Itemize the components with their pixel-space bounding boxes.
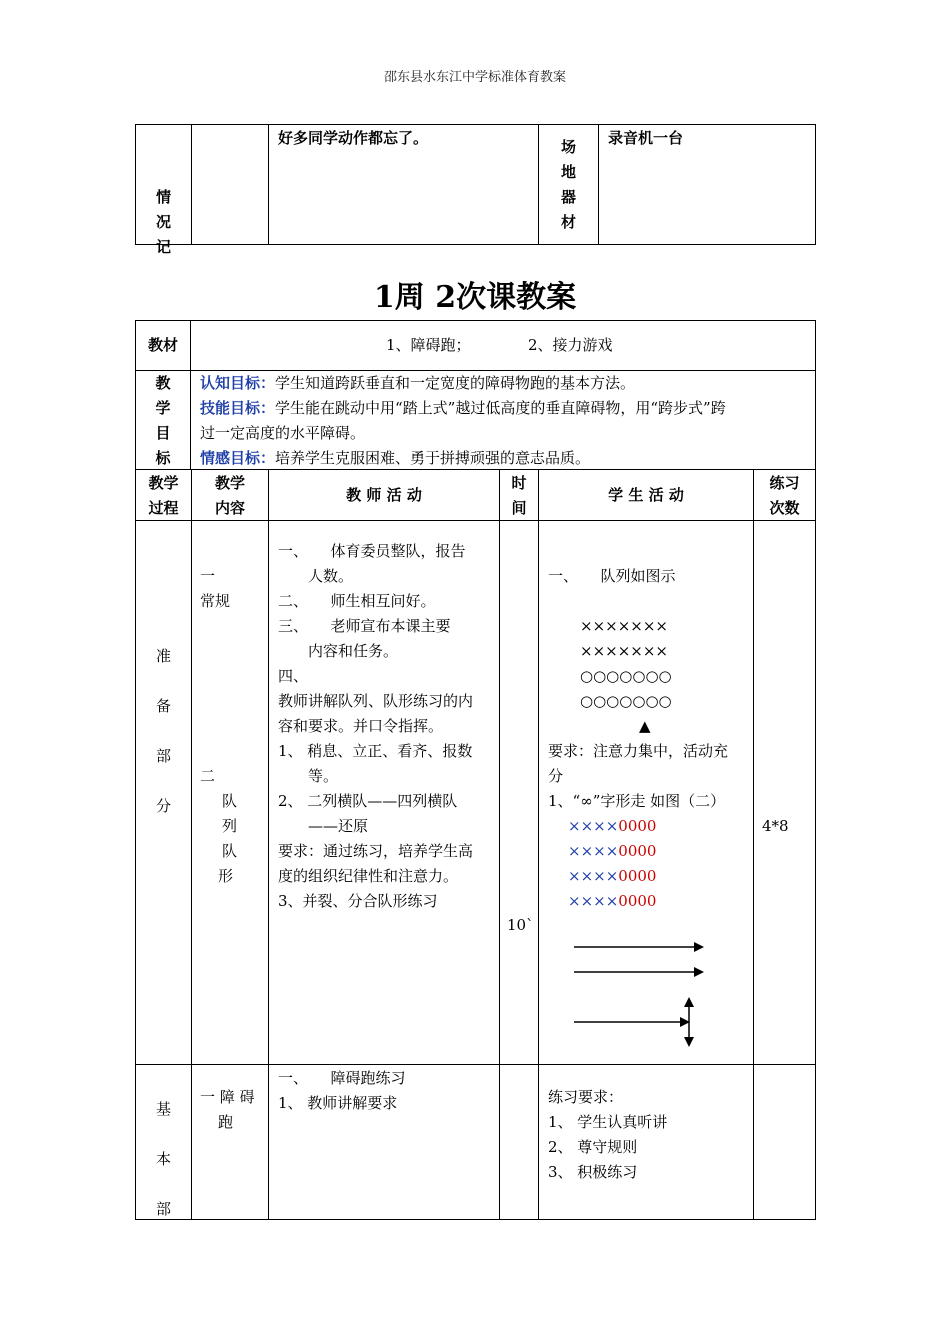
- situation-note: 好多同学动作都忘了。: [278, 129, 429, 147]
- cognitive-label: 认知目标：: [200, 374, 276, 392]
- prep-time: 10`: [507, 916, 534, 934]
- formation2-row: ××××0000: [568, 817, 657, 835]
- arrow-head-icon: [694, 942, 704, 952]
- objectives-label: 教 学 目 标: [155, 374, 171, 467]
- prep-content-formation: 二 队 列 队 形: [200, 767, 238, 885]
- skill-text-cont: 过一定高度的水平障碍。: [200, 424, 366, 442]
- prep-label: 准 备 部 分: [155, 647, 171, 815]
- prep-content-routine: 一 常规: [200, 567, 231, 610]
- basic-content: 一 障 碍 跑: [200, 1088, 255, 1131]
- formation2-row: ××××0000: [568, 842, 657, 860]
- figure8-walk: 1、“∞”字形走 如图（二）: [548, 792, 726, 810]
- arrow-head-icon: [694, 967, 704, 977]
- formation-row: ○○○○○○○: [580, 692, 672, 710]
- arrow-diagram: [560, 935, 720, 1055]
- formation-row: ×××××××: [580, 617, 668, 635]
- basic-teacher-activity: 一、 障碍跑练习 1、 教师讲解要求: [278, 1069, 406, 1112]
- emotion-label: 情感目标：: [200, 449, 276, 467]
- col-time: 时 间: [511, 474, 527, 517]
- col-content: 教学 内容: [214, 474, 245, 517]
- page-header: 邵东县水东江中学标准体育教案: [383, 70, 566, 85]
- skill-label: 技能目标：: [200, 399, 276, 417]
- material-item-1: 1、障碍跑；: [386, 336, 471, 354]
- formation-diagram: [580, 614, 672, 714]
- equipment-value: 录音机一台: [608, 129, 684, 147]
- basic-student-activity: 练习要求： 1、 学生认真听讲 2、 尊守规则 3、 积极练习: [548, 1088, 668, 1181]
- prep-requirement: 要求：注意力集中，活动充 分: [548, 742, 729, 785]
- material-label: 教材: [147, 336, 178, 354]
- situation-label: 情 况 记: [155, 188, 171, 256]
- arrow-up-icon: [684, 997, 694, 1007]
- col-process: 教学 过程: [148, 474, 179, 517]
- prep-teacher-activity: 一、 体育委员整队，报告 人数。 二、 师生相互问好。 三、 老师宣布本课主要 内容和任务。 四、 教师讲解队列、队形练习的内 容和要求。并口令指挥。 1、 稍息、立正、看齐、报数 等。 2、 二列横队——四列横队 ——还原 要求：通过练习，培养学生高 度的组织纪律性和注意力。 3、并裂、分合队形练习: [278, 542, 474, 910]
- teacher-triangle-icon: ▲: [639, 717, 651, 735]
- col-student: 学 生 活 动: [608, 486, 684, 504]
- basic-label: 基 本 部: [155, 1100, 171, 1218]
- objectives-text: [200, 371, 810, 471]
- equipment-label: 场 地 器 材: [560, 138, 576, 231]
- col-teacher: 教 师 活 动: [346, 486, 422, 504]
- col-practice: 练习 次数: [769, 474, 800, 517]
- arrow-down-icon: [684, 1037, 694, 1047]
- prep-practice-count: 4*8: [762, 817, 789, 835]
- formation-row: ×××××××: [580, 642, 668, 660]
- formation2-row: ××××0000: [568, 867, 657, 885]
- material-item-2: 2、接力游戏: [528, 336, 613, 354]
- emotion-text: 培养学生克服困难、勇于拼搏顽强的意志品质。: [275, 449, 591, 467]
- formation-row: ○○○○○○○: [580, 667, 672, 685]
- cognitive-text: 学生知道跨跃垂直和一定宽度的障碍物跑的基本方法。: [275, 374, 636, 392]
- formation2-row: ××××0000: [568, 892, 657, 910]
- skill-text: 学生能在跳动中用“踏上式”越过低高度的垂直障碍物，用“跨步式”跨: [275, 399, 726, 417]
- lesson-title: 1周 2次课教案: [373, 280, 577, 315]
- prep-student-title: 一、 队列如图示: [548, 567, 676, 585]
- formation2-diagram: [568, 814, 656, 914]
